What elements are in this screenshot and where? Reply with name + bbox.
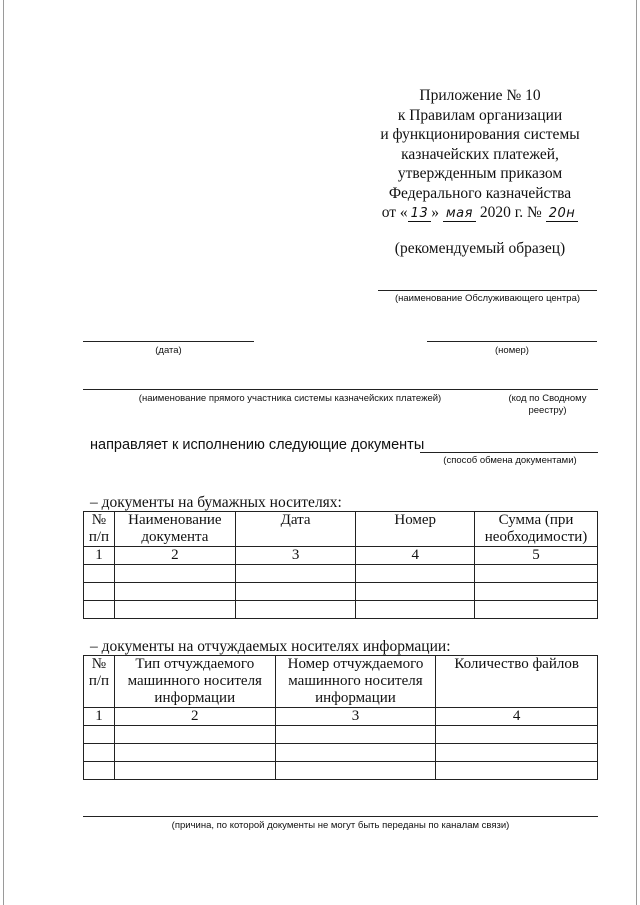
empty-cell[interactable]: [114, 744, 275, 762]
appendix-header: [330, 86, 630, 224]
participant-caption: (наименование прямого участника системы казначейских платежей): [138, 393, 442, 404]
table-row: [84, 762, 598, 780]
table-row: [84, 744, 598, 762]
header-text: информации: [315, 690, 396, 706]
header-text: Количество файлов: [454, 656, 579, 672]
empty-cell[interactable]: [114, 565, 235, 583]
column-number: 3: [235, 547, 356, 565]
empty-cell[interactable]: [275, 762, 436, 780]
date-line: [83, 341, 254, 342]
header-text: №: [91, 512, 107, 528]
service-center-line: [378, 290, 597, 291]
table-row: [84, 726, 598, 744]
reason-line: [83, 816, 598, 817]
exchange-method-caption: (способ обмена документами): [443, 455, 577, 466]
exchange-method-line: [420, 452, 598, 453]
table-number-row: [84, 547, 598, 565]
table-header-row: [84, 656, 598, 708]
participant-line: [83, 389, 598, 390]
table-row: [84, 583, 598, 601]
header-cell: [475, 512, 598, 547]
appendix-line: казначейских платежей,: [401, 145, 559, 163]
code-caption-line2: реестру): [528, 405, 567, 416]
handwritten-month: мая: [443, 206, 476, 222]
media-table-heading: – документы на отчуждаемых носителях информации:: [90, 638, 451, 655]
empty-cell[interactable]: [114, 726, 275, 744]
table-header-row: [84, 512, 598, 547]
date-mid: »: [431, 204, 443, 221]
empty-cell[interactable]: [84, 601, 115, 619]
date-caption: (дата): [155, 345, 182, 356]
page-right-edge: [636, 0, 637, 905]
empty-cell[interactable]: [436, 744, 598, 762]
number-caption: (номер): [495, 345, 529, 356]
code-caption-line1: (код по Сводному: [508, 393, 587, 404]
sample-note: (рекомендуемый образец): [394, 240, 566, 257]
date-year: 2020 г. №: [475, 204, 546, 221]
handwritten-order-number: 20н: [546, 206, 579, 222]
empty-cell[interactable]: [436, 726, 598, 744]
empty-cell[interactable]: [84, 583, 115, 601]
header-text: №: [91, 656, 107, 672]
empty-cell[interactable]: [275, 726, 436, 744]
header-text: Сумма (при: [498, 512, 574, 528]
header-text: документа: [141, 529, 209, 545]
empty-cell[interactable]: [84, 565, 115, 583]
empty-cell[interactable]: [114, 601, 235, 619]
header-text: Тип отчуждаемого: [135, 656, 255, 672]
header-text: п/п: [88, 529, 110, 545]
header-cell: [114, 656, 275, 708]
column-number: 1: [84, 708, 115, 726]
column-number: 2: [114, 708, 275, 726]
column-number: 4: [356, 547, 475, 565]
empty-cell[interactable]: [475, 601, 598, 619]
header-cell: [235, 512, 356, 547]
header-cell: [84, 656, 115, 708]
paper-documents-table: [83, 511, 598, 619]
reason-caption: (причина, по которой документы не могут быть переданы по каналам связи): [171, 820, 510, 831]
column-number: 2: [114, 547, 235, 565]
page-left-edge: [3, 0, 4, 905]
number-line: [427, 341, 597, 342]
header-text: Дата: [280, 512, 311, 528]
empty-cell[interactable]: [436, 762, 598, 780]
appendix-line: к Правилам организации: [397, 106, 563, 124]
header-text: Номер: [394, 512, 437, 528]
empty-cell[interactable]: [235, 565, 356, 583]
column-number: 5: [475, 547, 598, 565]
header-text: необходимости): [484, 529, 588, 545]
service-center-caption: (наименование Обслуживающего центра): [394, 293, 581, 304]
header-cell: [114, 512, 235, 547]
header-text: Наименование: [128, 512, 222, 528]
empty-cell[interactable]: [356, 565, 475, 583]
empty-cell[interactable]: [275, 744, 436, 762]
column-number: 3: [275, 708, 436, 726]
empty-cell[interactable]: [84, 726, 115, 744]
header-cell: [436, 656, 598, 708]
table-row: [84, 601, 598, 619]
handwritten-day: 13: [408, 206, 432, 222]
header-text: машинного носителя: [288, 673, 423, 689]
date-prefix: от «: [381, 204, 408, 221]
column-number: 1: [84, 547, 115, 565]
header-cell: [356, 512, 475, 547]
empty-cell[interactable]: [84, 744, 115, 762]
appendix-line: утвержденным приказом: [397, 165, 563, 182]
paper-table-heading: – документы на бумажных носителях:: [90, 494, 342, 511]
appendix-line: Приложение № 10: [419, 87, 541, 104]
empty-cell[interactable]: [356, 601, 475, 619]
order-date-line: [330, 203, 630, 224]
empty-cell[interactable]: [356, 583, 475, 601]
empty-cell[interactable]: [235, 601, 356, 619]
appendix-line: Федерального казначейства: [388, 184, 572, 202]
table-row: [84, 565, 598, 583]
media-documents-table: [83, 655, 598, 780]
directs-text: направляет к исполнению следующие документы: [90, 437, 425, 453]
appendix-line: и функционирования системы: [380, 126, 580, 143]
empty-cell[interactable]: [235, 583, 356, 601]
header-text: машинного носителя: [127, 673, 262, 689]
header-text: Номер отчуждаемого: [287, 656, 424, 672]
header-text: п/п: [88, 673, 110, 689]
empty-cell[interactable]: [114, 762, 275, 780]
column-number: 4: [436, 708, 598, 726]
header-cell: [275, 656, 436, 708]
empty-cell[interactable]: [84, 762, 115, 780]
header-text: информации: [154, 690, 236, 706]
empty-cell[interactable]: [475, 583, 598, 601]
empty-cell[interactable]: [114, 583, 235, 601]
table-number-row: [84, 708, 598, 726]
empty-cell[interactable]: [475, 565, 598, 583]
header-cell: [84, 512, 115, 547]
